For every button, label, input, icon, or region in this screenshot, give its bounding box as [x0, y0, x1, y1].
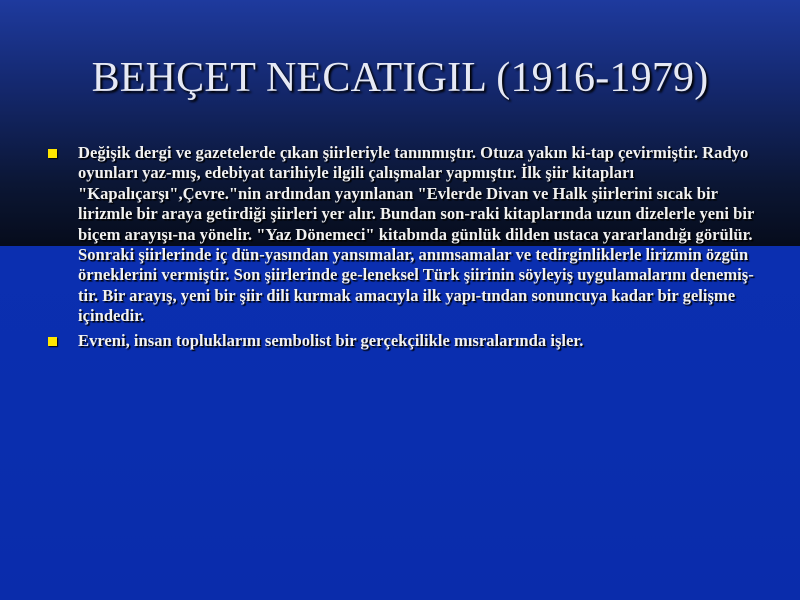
bullet-item: [48, 331, 768, 351]
square-bullet-icon: [48, 337, 57, 346]
bullet-list: [48, 143, 768, 351]
bullet-item: [48, 143, 768, 327]
bullet-text: Değişik dergi ve gazetelerde çıkan şiirleriyle tanınmıştır. Otuza yakın ki-tap çevirmiştir. Radyo oyunları yaz-mış, edebiyat tarihiyle ilgili çalışmalar yapmıştır. İlk şiir kitapları "Kapalıçarşı",Çevre."nin ardından yayınlanan "Evlerde Divan ve Halk şiirlerini sıcak bir lirizmle bir araya getirdiği şiirleri yer alır. Bundan son-raki kitaplarında uzun dizelerle yeni bir biçem arayışı-na yönelir. "Yaz Dönemeci" kitabında günlük dilden ustaca yararlandığı görülür. Sonraki şiirlerinde iç dün-yasından yansımalar, anımsamalar ve tedirginliklerle lirizmin özgün örneklerini vermiştir. Son şiirlerinde ge-leneksel Türk şiirinin söyleyiş uygulamalarını denemiş-tir. Bir arayış, yeni bir şiir dili kurmak amacıyla ilk yapı-tından sonuncuya kadar bir gelişme içindedir.: [78, 143, 755, 326]
square-bullet-icon: [48, 149, 57, 158]
slide-title: BEHÇET NECATIGIL (1916-1979): [91, 55, 709, 101]
bullet-text: Evreni, insan topluklarını sembolist bir gerçekçilikle mısralarında işler.: [78, 330, 584, 350]
